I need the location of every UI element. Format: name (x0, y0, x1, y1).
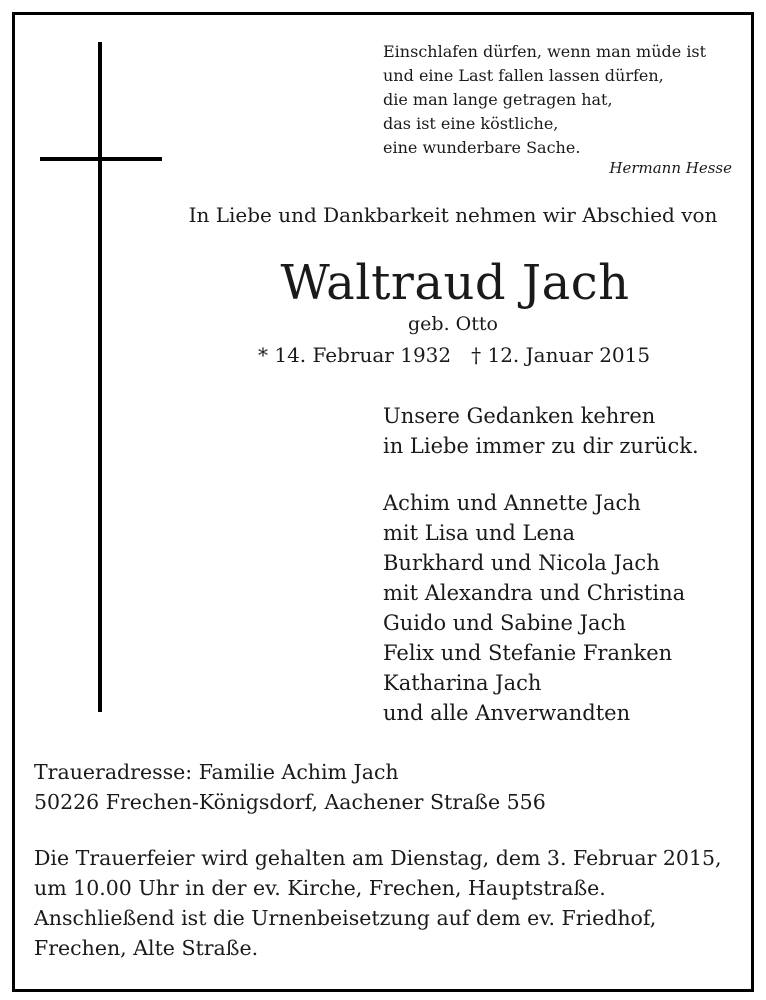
cross-icon-bar (40, 157, 162, 161)
family-line: Felix und Stefanie Franken (383, 641, 673, 665)
family-line: mit Alexandra und Christina (383, 581, 686, 605)
ceremony-line: um 10.00 Uhr in der ev. Kirche, Frechen, Hauptstraße. (34, 876, 606, 900)
birth-date: * 14. Februar 1932 (258, 343, 452, 367)
thought-line: Unsere Gedanken kehren (383, 404, 656, 428)
deceased-name-label: Waltraud Jach (280, 255, 630, 311)
ceremony-line: Anschließend ist die Urnenbeisetzung auf dem ev. Friedhof, (34, 906, 657, 930)
birth-name: geb. Otto (408, 313, 498, 335)
poem-line: eine wunderbare Sache. (383, 138, 581, 157)
address-line: Traueradresse: Familie Achim Jach (34, 760, 399, 784)
family-line: Burkhard und Nicola Jach (383, 551, 660, 575)
poem-line: das ist eine köstliche, (383, 114, 559, 133)
family-line: Achim und Annette Jach (383, 491, 641, 515)
ceremony-info (34, 843, 722, 963)
poem-line: die man lange getragen hat, (383, 90, 613, 109)
address-line: 50226 Frechen-Königsdorf, Aachener Straße 556 (34, 790, 546, 814)
deceased-name (0, 253, 766, 313)
intro-text (0, 203, 766, 227)
poem-author: Hermann Hesse (609, 159, 732, 177)
family-list (383, 488, 685, 728)
life-dates (258, 343, 650, 367)
intro-text-label: In Liebe und Dankbarkeit nehmen wir Abschied von (188, 203, 718, 227)
ceremony-line: Die Trauerfeier wird gehalten am Dienstag, dem 3. Februar 2015, (34, 846, 722, 870)
poem-line: und eine Last fallen lassen dürfen, (383, 66, 664, 85)
family-line: Katharina Jach (383, 671, 542, 695)
thought-text (383, 401, 699, 461)
cross-icon (98, 42, 102, 712)
thought-line: in Liebe immer zu dir zurück. (383, 434, 699, 458)
family-line: Guido und Sabine Jach (383, 611, 626, 635)
ceremony-line: Frechen, Alte Straße. (34, 936, 259, 960)
mourning-address (34, 757, 546, 817)
poem (383, 40, 706, 160)
family-line: und alle Anverwandten (383, 701, 631, 725)
death-date: † 12. Januar 2015 (471, 343, 651, 367)
poem-line: Einschlafen dürfen, wenn man müde ist (383, 42, 707, 61)
family-line: mit Lisa und Lena (383, 521, 575, 545)
